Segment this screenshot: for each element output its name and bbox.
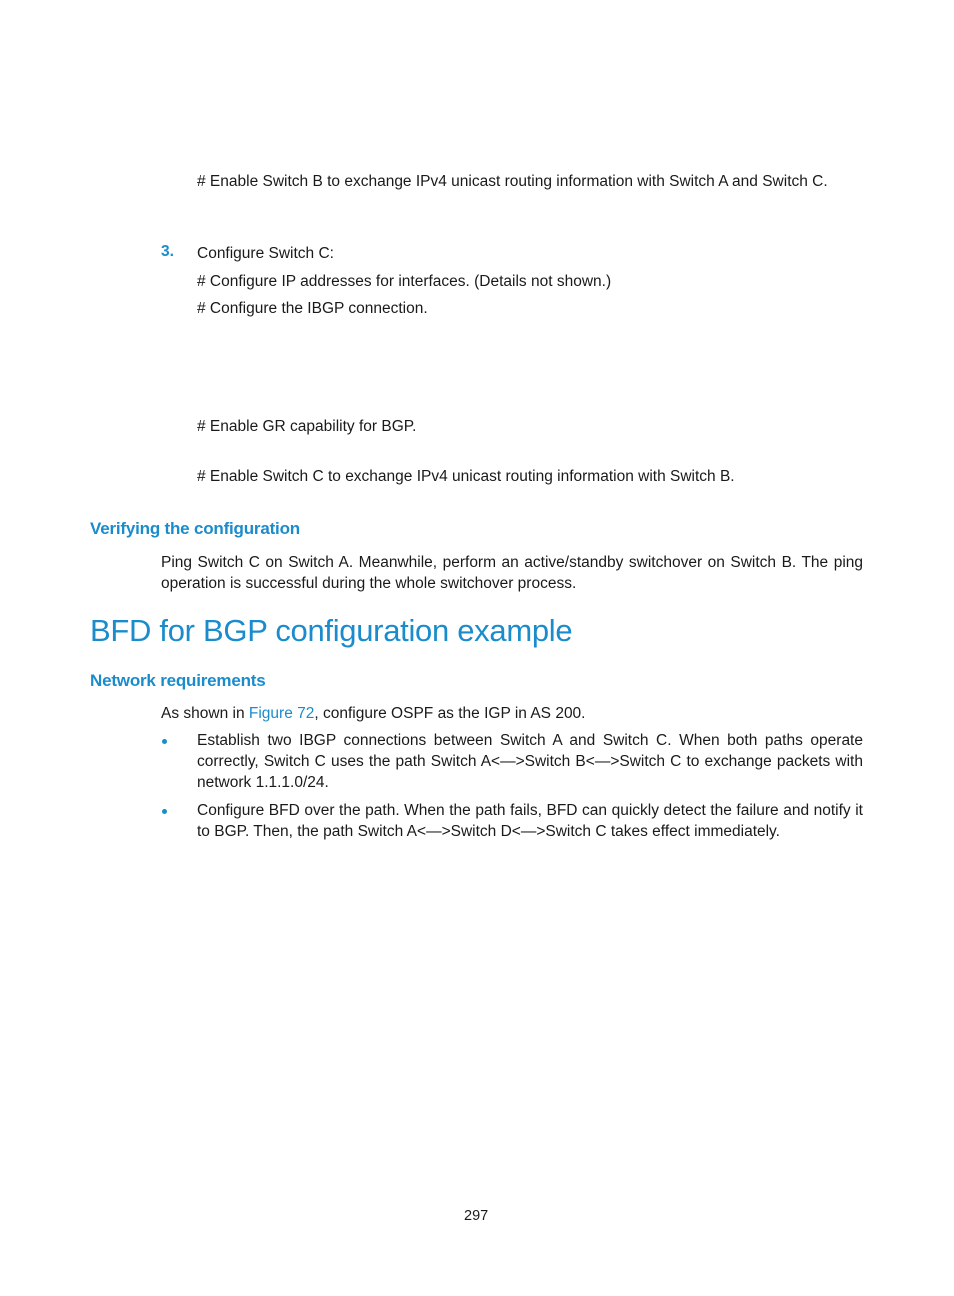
- verifying-paragraph: Ping Switch C on Switch A. Meanwhile, perform an active/standby switchover on Switch B. The ping operation is successful during the whole switchover process.: [161, 554, 863, 592]
- bullet-icon: [162, 809, 167, 814]
- intro-suffix: , configure OSPF as the IGP in AS 200.: [314, 705, 586, 722]
- page-number: 297: [464, 1208, 489, 1224]
- chapter-title: BFD for BGP configuration example: [90, 613, 573, 648]
- step-number: 3.: [161, 243, 174, 260]
- enable-switch-c-line: # Enable Switch C to exchange IPv4 unicast routing information with Switch B.: [197, 468, 735, 485]
- configure-ip-line: # Configure IP addresses for interfaces. (Details not shown.): [197, 273, 612, 290]
- intro-prefix: As shown in: [161, 705, 249, 722]
- intro-paragraph: [161, 703, 586, 724]
- step-label: Configure Switch C:: [197, 245, 334, 262]
- bullet-icon: [162, 739, 167, 744]
- section-heading-network: Network requirements: [90, 671, 266, 690]
- enable-gr-line: # Enable GR capability for BGP.: [197, 418, 417, 435]
- configure-ibgp-line: # Configure the IBGP connection.: [197, 300, 428, 317]
- list-item: Configure BFD over the path. When the path fails, BFD can quickly detect the failure and notify it to BGP. Then, the path Switch A<—>Switch D<—>Switch C takes effect immediately.: [197, 802, 863, 840]
- list-item: Establish two IBGP connections between Switch A and Switch C. When both paths operate correctly, Switch C uses the path Switch A<—>Switch B<—>Switch C to exchange packets with network 1.1.1.0/24.: [197, 732, 863, 791]
- section-heading-verifying: Verifying the configuration: [90, 519, 300, 538]
- enable-switch-b-line: # Enable Switch B to exchange IPv4 unicast routing information with Switch A and Switch C.: [197, 173, 828, 190]
- figure-link[interactable]: Figure 72: [248, 705, 315, 722]
